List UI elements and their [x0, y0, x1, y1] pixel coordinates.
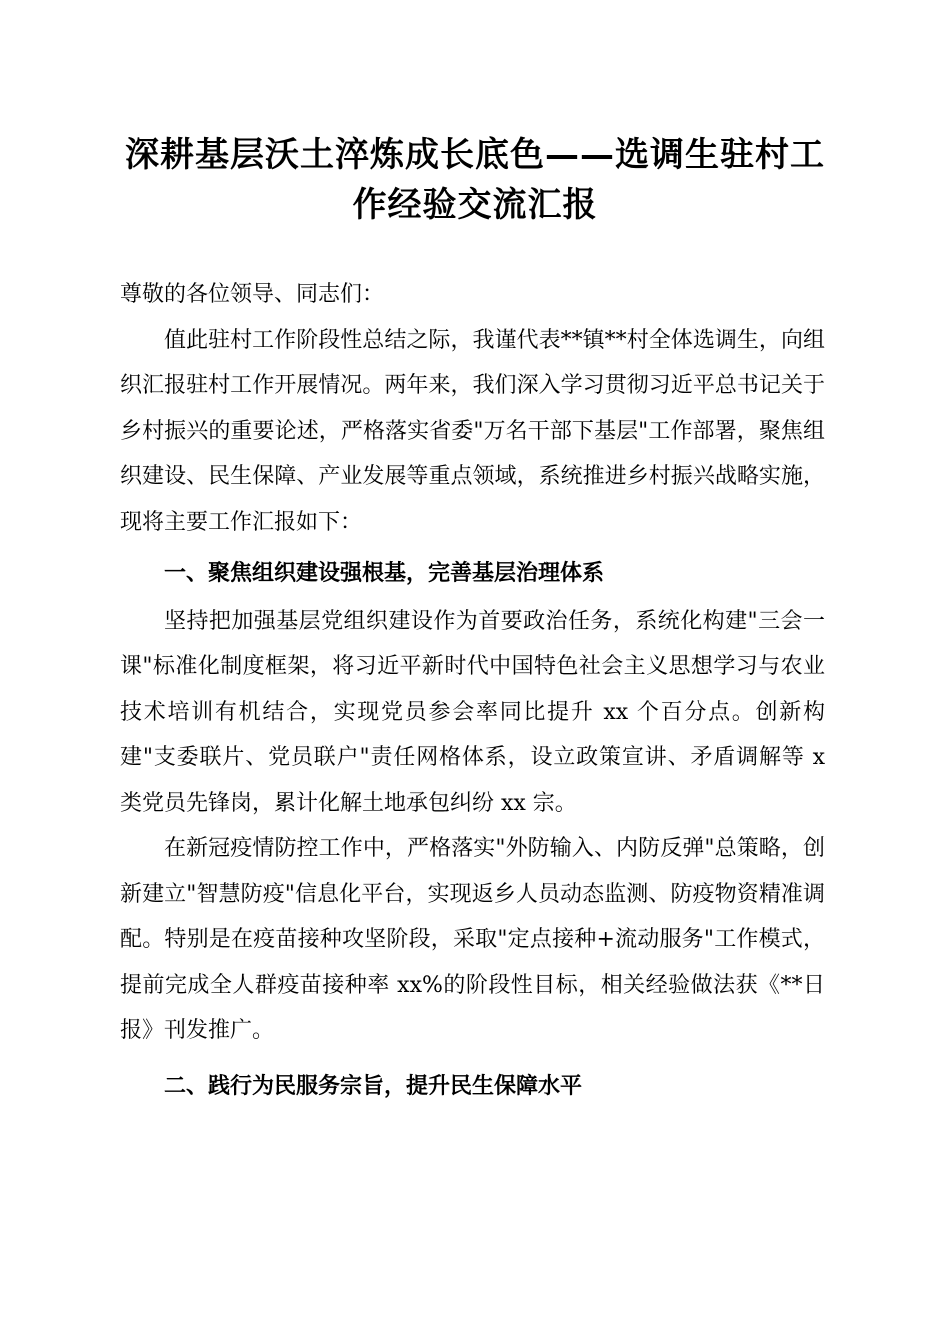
document-title — [100, 130, 850, 230]
section-2-heading: 二、践行为民服务宗旨，提升民生保障水平 — [164, 1073, 583, 1099]
section-1-heading: 一、聚焦组织建设强根基，完善基层治理体系 — [164, 561, 605, 586]
title-line-1: 深耕基层沃土淬炼成长底色——选调生驻村工 — [125, 135, 825, 175]
greeting: 尊敬的各位领导、同志们： — [120, 282, 385, 307]
document-body — [120, 272, 825, 1111]
section-1-paragraph-1: 坚持把加强基层党组织建设作为首要政治任务，系统化构建"三会一课"标准化制度框架，将习近平新时代中国特色社会主义思想学习与农业技术培训有机结合，实现党员参会率同比提升 xx 个百分点。创新构建"支委联片、党员联户"责任网格体系，设立政策宣讲、矛盾调解等 x 类党员先锋岗，累计化解土地承包纠纷 xx 宗。 — [120, 608, 825, 816]
intro-paragraph: 值此驻村工作阶段性总结之际，我谨代表**镇**村全体选调生，向组织汇报驻村工作开展情况。两年来，我们深入学习贯彻习近平总书记关于乡村振兴的重要论述，严格落实省委"万名干部下基层"工作部署，聚焦组织建设、民生保障、产业发展等重点领域，系统推进乡村振兴战略实施，现将主要工作汇报如下： — [120, 327, 825, 535]
section-1-paragraph-2: 在新冠疫情防控工作中，严格落实"外防输入、内防反弹"总策略，创新建立"智慧防疫"信息化平台，实现返乡人员动态监测、防疫物资精准调配。特别是在疫苗接种攻坚阶段，采取"定点接种+流动服务"工作模式，提前完成全人群疫苗接种率 xx%的阶段性目标，相关经验做法获《**日报》刊发推广。 — [120, 836, 825, 1043]
title-line-2: 作经验交流汇报 — [352, 185, 598, 225]
